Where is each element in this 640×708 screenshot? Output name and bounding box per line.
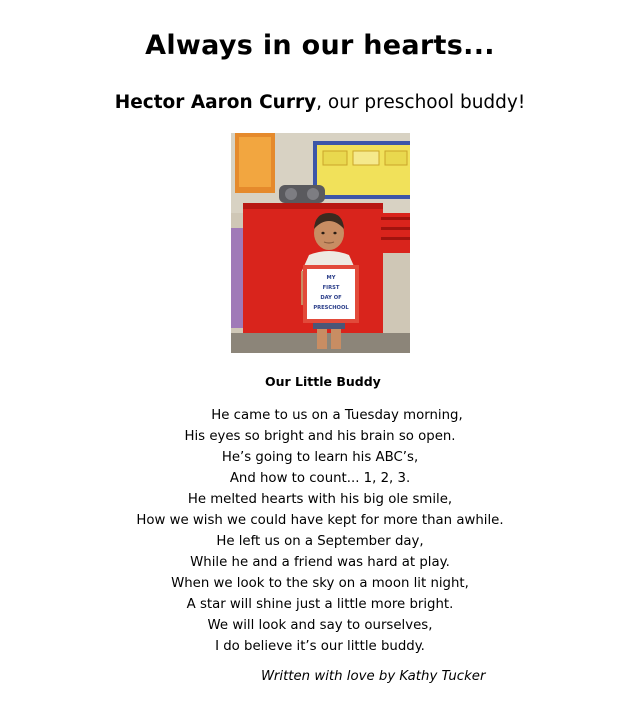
poem-line: He left us on a September day, xyxy=(216,534,424,549)
poem-line: He melted hearts with his big ole smile, xyxy=(187,492,453,507)
poem-line: I do believe it’s our little buddy. xyxy=(215,639,425,654)
sign-line-4: PRESCHOOL xyxy=(313,305,349,311)
poem-line: He’s going to learn his ABC’s, xyxy=(221,450,419,465)
poem-line: While he and a friend was hard at play. xyxy=(190,555,450,570)
poem-line: A star will shine just a little more bright. xyxy=(186,597,454,612)
poem-body xyxy=(0,405,640,657)
poem-line: He came to us on a Tuesday morning, xyxy=(211,408,463,423)
poem-line: His eyes so bright and his brain so open. xyxy=(184,429,456,444)
poem-line: When we look to the sky on a moon lit night, xyxy=(171,576,469,591)
poem-credit: Written with love by Kathy Tucker xyxy=(261,669,486,684)
subtitle xyxy=(0,92,640,113)
subtitle-name: Hector Aaron Curry xyxy=(114,92,317,113)
sign-line-3: DAY OF xyxy=(320,295,342,301)
page-title: Always in our hearts... xyxy=(145,30,495,61)
subtitle-rest: , our preschool buddy! xyxy=(316,92,526,113)
poem-line: And how to count... 1, 2, 3. xyxy=(229,471,411,486)
poem-line: We will look and say to ourselves, xyxy=(207,618,433,633)
memorial-photo xyxy=(231,133,410,353)
sign-line-1: MY xyxy=(326,275,336,281)
sign-line-2: FIRST xyxy=(322,285,340,291)
poem-line: How we wish we could have kept for more than awhile. xyxy=(136,513,504,528)
poem-title: Our Little Buddy xyxy=(265,374,381,389)
